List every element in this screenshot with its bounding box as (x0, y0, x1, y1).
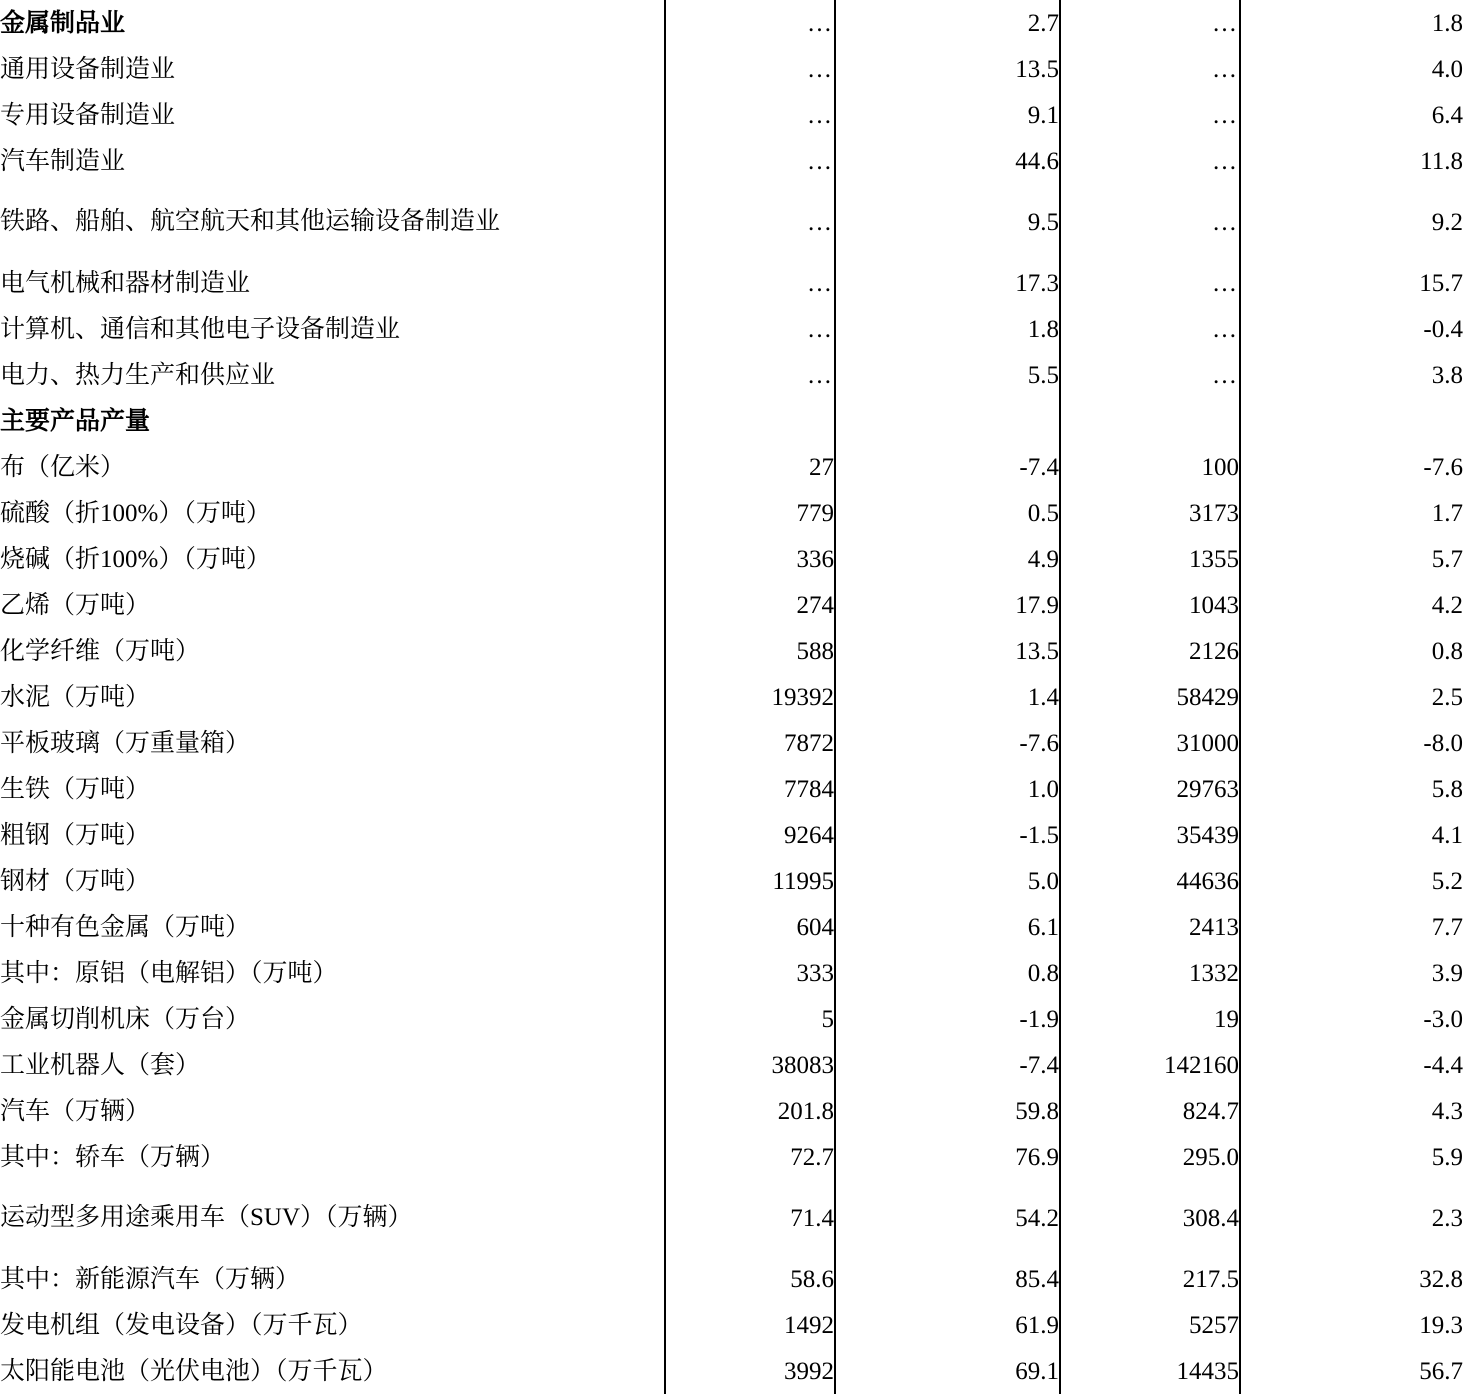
row-value-v2: 54.2 (835, 1180, 1060, 1256)
table-row (0, 1348, 1463, 1394)
row-label: 金属切削机床（万台） (0, 1005, 251, 1033)
table-row (0, 582, 1463, 628)
row-value-v1: 588 (665, 628, 835, 674)
row-value-v2: -7.6 (835, 720, 1060, 766)
row-value-v3: 2413 (1060, 904, 1240, 950)
row-label: 粗钢（万吨） (0, 821, 151, 849)
table-row (0, 306, 1463, 352)
table-row (0, 1134, 1463, 1180)
row-value-v3: 44636 (1060, 858, 1240, 904)
row-label: 工业机器人（套） (0, 1051, 201, 1079)
row-value-v4: -0.4 (1240, 306, 1463, 352)
row-value-v3: … (1060, 92, 1240, 138)
row-value-v1: … (665, 306, 835, 352)
row-value-v3: 824.7 (1060, 1088, 1240, 1134)
row-label: 计算机、通信和其他电子设备制造业 (0, 315, 401, 343)
row-value-v1: … (665, 0, 835, 46)
row-value-v3: 100 (1060, 444, 1240, 490)
row-value-v1: 1492 (665, 1302, 835, 1348)
row-value-v1: 72.7 (665, 1134, 835, 1180)
row-value-v1: 5 (665, 996, 835, 1042)
table-row (0, 1180, 1463, 1256)
table-row (0, 628, 1463, 674)
row-value-v2: 61.9 (835, 1302, 1060, 1348)
row-value-v3: … (1060, 46, 1240, 92)
table-row (0, 536, 1463, 582)
row-label: 硫酸（折100%）（万吨） (0, 499, 271, 527)
table-row (0, 720, 1463, 766)
row-value-v1: 58.6 (665, 1256, 835, 1302)
table-row (0, 184, 1463, 260)
row-value-v3: 2126 (1060, 628, 1240, 674)
row-value-v4: 2.5 (1240, 674, 1463, 720)
table-row (0, 904, 1463, 950)
row-value-v1: 9264 (665, 812, 835, 858)
row-label: 主要产品产量 (0, 407, 151, 435)
row-label: 运动型多用途乘用车（SUV）（万辆） (0, 1203, 413, 1231)
row-value-v2: 5.0 (835, 858, 1060, 904)
table-row (0, 1042, 1463, 1088)
row-value-v1: 604 (665, 904, 835, 950)
row-value-v1: … (665, 260, 835, 306)
row-label: 通用设备制造业 (0, 55, 176, 83)
row-value-v1: 779 (665, 490, 835, 536)
row-value-v2: -7.4 (835, 444, 1060, 490)
row-value-v2: 9.1 (835, 92, 1060, 138)
row-value-v4: -8.0 (1240, 720, 1463, 766)
table-row (0, 444, 1463, 490)
row-value-v3 (1060, 398, 1240, 444)
table-row (0, 92, 1463, 138)
row-value-v4: 15.7 (1240, 260, 1463, 306)
row-value-v4: 3.9 (1240, 950, 1463, 996)
row-value-v3: 58429 (1060, 674, 1240, 720)
row-value-v2: 1.0 (835, 766, 1060, 812)
row-value-v4: 4.0 (1240, 46, 1463, 92)
row-value-v4: 5.9 (1240, 1134, 1463, 1180)
row-label: 其中：轿车（万辆） (0, 1143, 226, 1171)
row-value-v3: … (1060, 0, 1240, 46)
row-value-v4: 2.3 (1240, 1180, 1463, 1256)
row-value-v2: -1.5 (835, 812, 1060, 858)
row-value-v3: 142160 (1060, 1042, 1240, 1088)
row-value-v3: 1332 (1060, 950, 1240, 996)
table-row (0, 490, 1463, 536)
row-label: 铁路、船舶、航空航天和其他运输设备制造业 (0, 207, 501, 235)
row-value-v3: 35439 (1060, 812, 1240, 858)
row-value-v4: -3.0 (1240, 996, 1463, 1042)
row-value-v4: 4.3 (1240, 1088, 1463, 1134)
row-value-v2: 5.5 (835, 352, 1060, 398)
row-label: 电气机械和器材制造业 (0, 269, 251, 297)
row-value-v1: 38083 (665, 1042, 835, 1088)
row-value-v3: 1043 (1060, 582, 1240, 628)
row-value-v1: … (665, 184, 835, 260)
row-value-v2: -7.4 (835, 1042, 1060, 1088)
row-value-v2: 17.9 (835, 582, 1060, 628)
row-value-v4: 56.7 (1240, 1348, 1463, 1394)
table-row (0, 138, 1463, 184)
table-row (0, 1302, 1463, 1348)
table-row (0, 1256, 1463, 1302)
row-value-v2: -1.9 (835, 996, 1060, 1042)
row-value-v3: 295.0 (1060, 1134, 1240, 1180)
row-value-v1: 27 (665, 444, 835, 490)
row-value-v1: 274 (665, 582, 835, 628)
row-value-v2: 4.9 (835, 536, 1060, 582)
row-value-v1: … (665, 46, 835, 92)
row-label: 乙烯（万吨） (0, 591, 151, 619)
row-value-v1: … (665, 138, 835, 184)
row-label: 烧碱（折100%）（万吨） (0, 545, 271, 573)
row-label: 其中：原铝（电解铝）（万吨） (0, 959, 338, 987)
row-value-v4: 4.1 (1240, 812, 1463, 858)
row-value-v3: 14435 (1060, 1348, 1240, 1394)
row-value-v4: -4.4 (1240, 1042, 1463, 1088)
row-label: 布（亿米） (0, 453, 126, 481)
row-value-v4: 6.4 (1240, 92, 1463, 138)
row-value-v4: 3.8 (1240, 352, 1463, 398)
row-value-v3: … (1060, 138, 1240, 184)
row-value-v1: 336 (665, 536, 835, 582)
row-value-v4: 5.8 (1240, 766, 1463, 812)
row-label: 汽车制造业 (0, 147, 126, 175)
row-value-v3: … (1060, 260, 1240, 306)
row-value-v2: 13.5 (835, 628, 1060, 674)
row-label: 钢材（万吨） (0, 867, 151, 895)
row-value-v3: … (1060, 352, 1240, 398)
row-value-v4: 0.8 (1240, 628, 1463, 674)
row-value-v4: 1.8 (1240, 0, 1463, 46)
row-value-v2: 0.8 (835, 950, 1060, 996)
row-value-v3: … (1060, 184, 1240, 260)
row-value-v2: 6.1 (835, 904, 1060, 950)
row-value-v4: 7.7 (1240, 904, 1463, 950)
row-label: 发电机组（发电设备）（万千瓦） (0, 1311, 363, 1339)
row-value-v2: 17.3 (835, 260, 1060, 306)
row-value-v2: 2.7 (835, 0, 1060, 46)
row-value-v4: 9.2 (1240, 184, 1463, 260)
row-value-v1: 7872 (665, 720, 835, 766)
row-value-v1 (665, 398, 835, 444)
row-value-v2 (835, 398, 1060, 444)
row-value-v4: 1.7 (1240, 490, 1463, 536)
row-value-v2: 13.5 (835, 46, 1060, 92)
table-row (0, 674, 1463, 720)
row-value-v3: … (1060, 306, 1240, 352)
table-row (0, 1088, 1463, 1134)
row-value-v3: 31000 (1060, 720, 1240, 766)
row-value-v1: 11995 (665, 858, 835, 904)
row-value-v3: 19 (1060, 996, 1240, 1042)
row-label: 电力、热力生产和供应业 (0, 361, 276, 389)
table-row (0, 950, 1463, 996)
row-value-v4: -7.6 (1240, 444, 1463, 490)
row-value-v1: 19392 (665, 674, 835, 720)
row-value-v4 (1240, 398, 1463, 444)
row-value-v1: 3992 (665, 1348, 835, 1394)
table-row (0, 996, 1463, 1042)
table-row (0, 398, 1463, 444)
row-value-v3: 3173 (1060, 490, 1240, 536)
row-value-v2: 0.5 (835, 490, 1060, 536)
row-label: 水泥（万吨） (0, 683, 151, 711)
row-value-v4: 11.8 (1240, 138, 1463, 184)
row-value-v1: … (665, 92, 835, 138)
row-value-v1: 71.4 (665, 1180, 835, 1256)
row-value-v3: 1355 (1060, 536, 1240, 582)
row-value-v2: 76.9 (835, 1134, 1060, 1180)
row-value-v2: 59.8 (835, 1088, 1060, 1134)
row-value-v1: 201.8 (665, 1088, 835, 1134)
table-row (0, 858, 1463, 904)
row-value-v2: 1.4 (835, 674, 1060, 720)
row-value-v3: 29763 (1060, 766, 1240, 812)
row-value-v1: 7784 (665, 766, 835, 812)
row-value-v3: 217.5 (1060, 1256, 1240, 1302)
row-label: 平板玻璃（万重量箱） (0, 729, 251, 757)
row-value-v3: 308.4 (1060, 1180, 1240, 1256)
table-row (0, 0, 1463, 46)
row-value-v4: 19.3 (1240, 1302, 1463, 1348)
row-value-v4: 5.7 (1240, 536, 1463, 582)
table-row (0, 46, 1463, 92)
table-row (0, 352, 1463, 398)
table-row (0, 260, 1463, 306)
row-value-v3: 5257 (1060, 1302, 1240, 1348)
row-value-v4: 4.2 (1240, 582, 1463, 628)
row-value-v2: 44.6 (835, 138, 1060, 184)
row-label: 十种有色金属（万吨） (0, 913, 251, 941)
row-value-v2: 9.5 (835, 184, 1060, 260)
row-value-v2: 85.4 (835, 1256, 1060, 1302)
row-value-v4: 32.8 (1240, 1256, 1463, 1302)
row-value-v1: … (665, 352, 835, 398)
row-label: 化学纤维（万吨） (0, 637, 201, 665)
row-label: 汽车（万辆） (0, 1097, 151, 1125)
row-value-v1: 333 (665, 950, 835, 996)
table-row (0, 812, 1463, 858)
row-label: 其中：新能源汽车（万辆） (0, 1265, 301, 1293)
row-label: 专用设备制造业 (0, 101, 176, 129)
row-label: 金属制品业 (0, 9, 126, 37)
row-value-v2: 69.1 (835, 1348, 1060, 1394)
row-value-v2: 1.8 (835, 306, 1060, 352)
table-row (0, 766, 1463, 812)
row-value-v4: 5.2 (1240, 858, 1463, 904)
row-label: 生铁（万吨） (0, 775, 151, 803)
row-label: 太阳能电池（光伏电池）（万千瓦） (0, 1357, 388, 1385)
